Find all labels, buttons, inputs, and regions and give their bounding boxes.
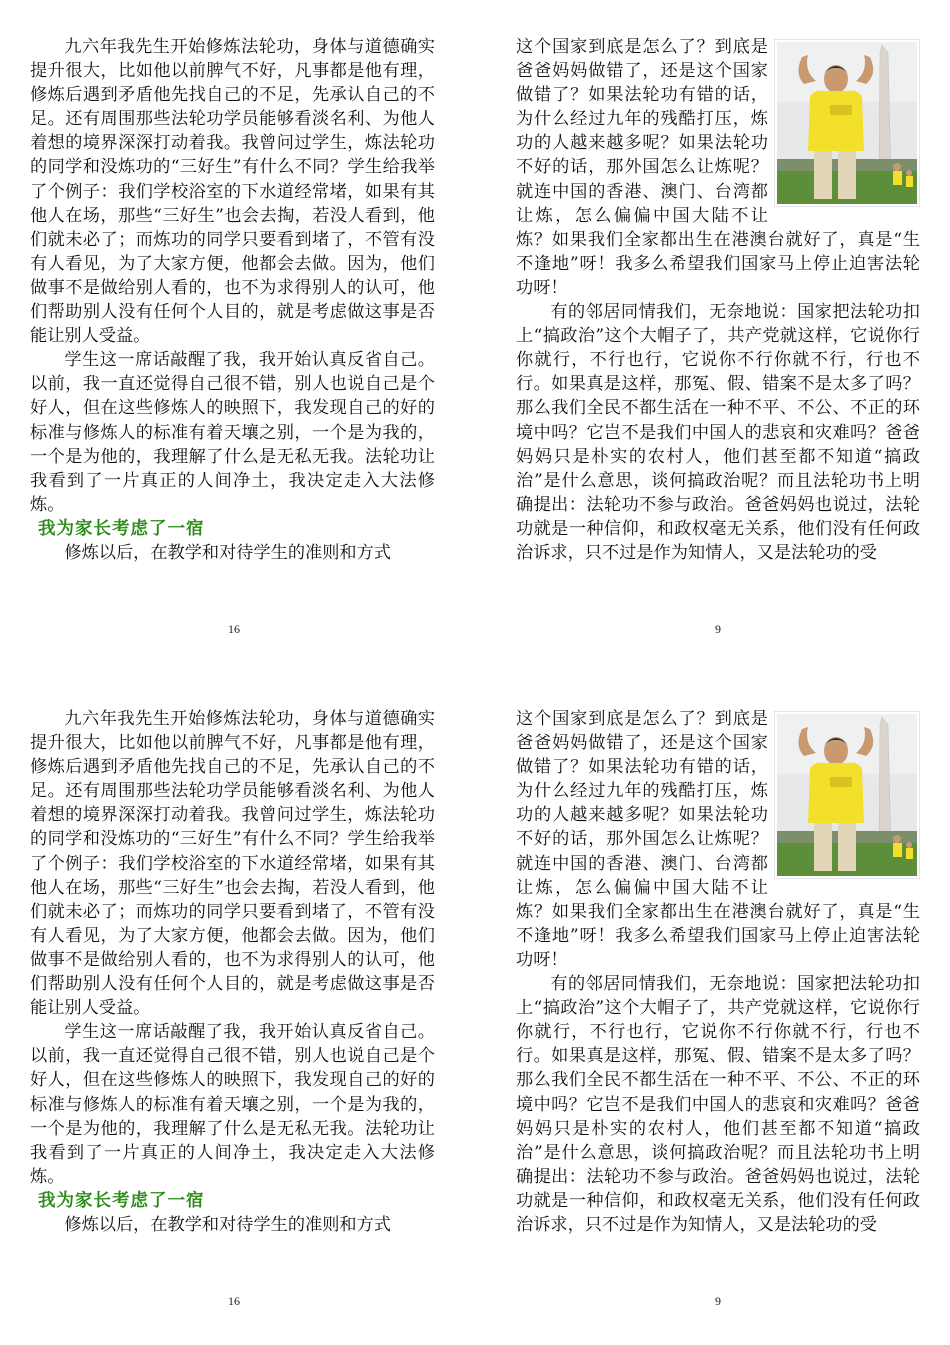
body-paragraph: 这个国家到底是怎么了？到底是爸爸妈妈做错了，还是这个国家做错了？如果法轮功有错的话，为什么经过九年的残酷打压，炼功的人越来越多呢？如果法轮功不好的话，那外国怎么让炼呢？就连中国的香港、澳门、台湾都让炼，怎么偏偏中国大陆不让炼？如果我们全家都出生在港澳台就好了，真是“生不逢地”呀！我多么希望我们国家马上停止迫害法轮功呀！ [516, 37, 920, 298]
body-paragraph: 修炼以后，在教学和对待学生的准则和方式 [64, 1214, 391, 1235]
body-paragraph: 这个国家到底是怎么了？到底是爸爸妈妈做错了，还是这个国家做错了？如果法轮功有错的话，为什么经过九年的残酷打压，炼功的人越来越多呢？如果法轮功不好的话，那外国怎么让炼呢？就连中国的香港、澳门、台湾都让炼，怎么偏偏中国大陆不让炼？如果我们全家都出生在港澳台就好了，真是“生不逢地”呀！我多么希望我们国家马上停止迫害法轮功呀！ [516, 709, 920, 970]
body-paragraph: 修炼以后，在教学和对待学生的准则和方式 [64, 542, 391, 563]
body-paragraph: 九六年我先生开始修炼法轮功，身体与道德确实提升很大，比如他以前脾气不好，凡事都是他有理，修炼后遇到矛盾他先找自己的不足，先承认自己的不足。还有周围那些法轮功学员能够看淡名利、为他人着想的境界深深打动着我。我曾问过学生，炼法轮功的同学和没炼功的“三好生”有什么不同？学生给我举了个例子：我们学校浴室的下水道经常堵，如果有其他人在场，那些“三好生”也会去掏，若没人看到，他们就未必了；而炼功的同学只要看到堵了，不管有没有人看见，为了大家方便，他都会去做。因为，他们做事不是做给别人看的，也不为求得别人的认可，他们帮助别人没有任何个人目的，就是考虑做这事是否能让别人受益。 [30, 709, 435, 1019]
section-heading: 我为家长考虑了一宿 [38, 1190, 205, 1211]
man-doing-exercise-photo [774, 39, 920, 207]
left-page-top [30, 35, 435, 565]
man-doing-exercise-photo [774, 711, 920, 879]
page-number: 9 [715, 622, 721, 636]
body-paragraph: 学生这一席话敲醒了我，我开始认真反省自己。以前，我一直还觉得自己很不错，别人也说自己是个好人，但在这些修炼人的映照下，我发现自己的好的标准与修炼人的标准有着天壤之别，一个是为我的，一个是为他的，我理解了什么是无私无我。法轮功让我看到了一片真正的人间净土，我决定走入大法修炼。 [30, 1022, 435, 1187]
body-paragraph: 学生这一席话敲醒了我，我开始认真反省自己。以前，我一直还觉得自己很不错，别人也说自己是个好人，但在这些修炼人的映照下，我发现自己的好的标准与修炼人的标准有着天壤之别，一个是为我的，一个是为他的，我理解了什么是无私无我。法轮功让我看到了一片真正的人间净土，我决定走入大法修炼。 [30, 350, 435, 515]
body-paragraph: 有的邻居同情我们，无奈地说：国家把法轮功扣上“搞政治”这个大帽子了，共产党就这样，它说你行你就行，不行也行，它说你不行你就不行，行也不行。如果真是这样，那冤、假、错案不是太多了吗？那么我们全民不都生活在一种不平、不公、不正的环境中吗？它岂不是我们中国人的悲哀和灾难吗？爸爸妈妈只是朴实的农村人，他们甚至都不知道“搞政治”是什么意思，谈何搞政治呢？而且法轮功书上明确提出：法轮功不参与政治。爸爸妈妈也说过，法轮功就是一种信仰，和政权毫无关系，他们没有任何政治诉求，只不过是作为知情人，又是法轮功的受 [516, 302, 920, 563]
body-paragraph: 九六年我先生开始修炼法轮功，身体与道德确实提升很大，比如他以前脾气不好，凡事都是他有理，修炼后遇到矛盾他先找自己的不足，先承认自己的不足。还有周围那些法轮功学员能够看淡名利、为他人着想的境界深深打动着我。我曾问过学生，炼法轮功的同学和没炼功的“三好生”有什么不同？学生给我举了个例子：我们学校浴室的下水道经常堵，如果有其他人在场，那些“三好生”也会去掏，若没人看到，他们就未必了；而炼功的同学只要看到堵了，不管有没有人看见，为了大家方便，他都会去做。因为，他们做事不是做给别人看的，也不为求得别人的认可，他们帮助别人没有任何个人目的，就是考虑做这事是否能让别人受益。 [30, 37, 435, 347]
right-page-top [516, 35, 920, 565]
right-page-bottom [516, 707, 920, 1237]
section-heading: 我为家长考虑了一宿 [38, 518, 205, 539]
left-page-bottom [30, 707, 435, 1237]
page-number: 16 [228, 1294, 240, 1308]
page-number: 9 [715, 1294, 721, 1308]
body-paragraph: 有的邻居同情我们，无奈地说：国家把法轮功扣上“搞政治”这个大帽子了，共产党就这样，它说你行你就行，不行也行，它说你不行你就不行，行也不行。如果真是这样，那冤、假、错案不是太多了吗？那么我们全民不都生活在一种不平、不公、不正的环境中吗？它岂不是我们中国人的悲哀和灾难吗？爸爸妈妈只是朴实的农村人，他们甚至都不知道“搞政治”是什么意思，谈何搞政治呢？而且法轮功书上明确提出：法轮功不参与政治。爸爸妈妈也说过，法轮功就是一种信仰，和政权毫无关系，他们没有任何政治诉求，只不过是作为知情人，又是法轮功的受 [516, 974, 920, 1235]
page-number: 16 [228, 622, 240, 636]
